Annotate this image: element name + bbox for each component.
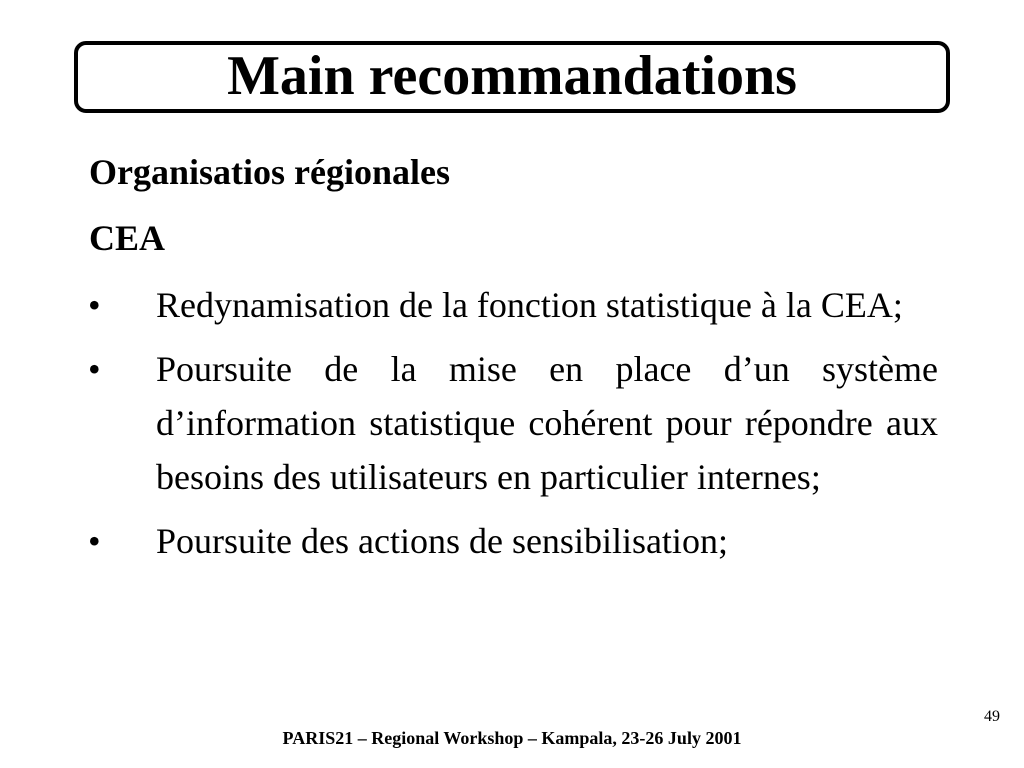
bullet-item: [88, 278, 938, 332]
bullet-icon: •: [88, 521, 101, 561]
subsection-heading: CEA: [89, 218, 166, 258]
slide-title: Main recommandations: [227, 45, 797, 107]
title-box: [74, 41, 950, 113]
footer-text: PARIS21 – Regional Workshop – Kampala, 23-26 July 2001: [282, 728, 742, 748]
bullet-text: Redynamisation de la fonction statistique à la CEA;: [156, 285, 903, 325]
bullet-text: Poursuite des actions de sensibilisation;: [156, 521, 728, 561]
bullet-list: [88, 278, 938, 578]
bullet-text: Poursuite de la mise en place d’un système d’information statistique cohérent pour répondre aux besoins des utilisateurs en particulier internes;: [156, 349, 938, 497]
bullet-icon: •: [88, 349, 101, 389]
bullet-icon: •: [88, 285, 101, 325]
section-heading: Organisatios régionales: [89, 152, 450, 192]
bullet-item: [88, 342, 938, 504]
page-number: 49: [984, 708, 1000, 725]
bullet-item: [88, 514, 938, 568]
